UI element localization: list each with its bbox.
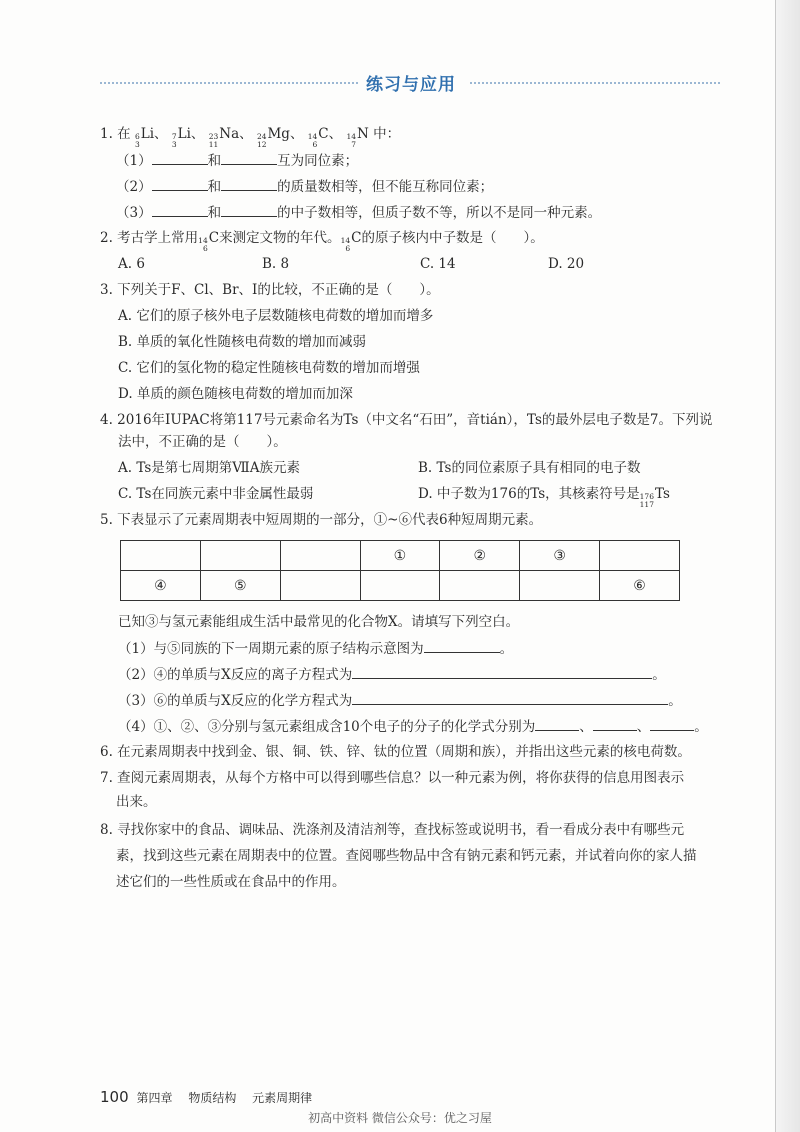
nuclide-na23: 23 11 Na (208, 126, 240, 149)
table-cell: ③ (520, 541, 600, 571)
table-cell (121, 541, 201, 571)
table-cell (360, 571, 440, 601)
answer-blank[interactable] (221, 150, 277, 165)
q4-option-a[interactable]: A. Ts是第七周期第ⅦA族元素 (118, 460, 300, 476)
q3-stem: 3. 下列关于F、Cl、Br、I的比较，不正确的是（ ）。 (100, 282, 440, 298)
q2-option-d[interactable]: D. 20 (548, 256, 585, 272)
q8-line3: 述它们的一些性质或在食品中的作用。 (116, 874, 346, 890)
nuclide-c14: 14 6 C (307, 126, 329, 149)
table-cell: ④ (121, 571, 201, 601)
page-edge (776, 0, 800, 1132)
table-cell: ① (360, 541, 440, 571)
q7-line2: 出来。 (116, 794, 157, 810)
answer-blank[interactable] (152, 176, 208, 191)
q1-sub2: （2） 和 的质量数相等，但不能互称同位素； (116, 176, 493, 197)
q8-line2: 素，找到这些元素在周期表中的位置。查阅哪些物品中含有钠元素和钙元素，并试着向你的家人描 (116, 848, 697, 864)
watermark-text: 初高中资料 微信公众号：优之习屋 (308, 1111, 492, 1125)
nuclide-c14: 14 6 C (198, 230, 220, 253)
nuclide-n14: 14 7 N (346, 126, 369, 149)
answer-blank[interactable] (535, 716, 579, 731)
q1-sub3: （3） 和 的中子数相等，但质子数不等，所以不是同一种元素。 (116, 202, 601, 223)
table-cell: ⑤ (200, 571, 280, 601)
answer-blank[interactable] (352, 690, 668, 705)
table-cell (440, 571, 520, 601)
table-cell (280, 571, 360, 601)
q5-sub2: （2）④的单质与X反应的离子方程式为 。 (118, 664, 666, 685)
nuclide-mg24: 24 12 Mg (256, 126, 290, 149)
section-title: 练习与应用 (366, 75, 456, 95)
answer-blank[interactable] (593, 716, 637, 731)
table-cell: ⑥ (600, 571, 680, 601)
q2-option-c[interactable]: C. 14 (420, 256, 456, 272)
table-cell (600, 541, 680, 571)
table-cell (280, 541, 360, 571)
q3-option-b[interactable]: B. 单质的氧化性随核电荷数的增加而减弱 (118, 334, 367, 350)
q4-option-c[interactable]: C. Ts在同族元素中非金属性最弱 (118, 486, 314, 502)
q1-sub1: （1） 和 互为同位素； (116, 150, 358, 171)
nuclide-li6: 6 3 Li (134, 126, 155, 149)
header-dotted-rule-left (100, 82, 358, 84)
q5-sub3: （3）⑥的单质与X反应的化学方程式为 。 (118, 690, 682, 711)
q7-line1: 7. 查阅元素周期表，从每个方格中可以得到哪些信息？以一种元素为例，将你获得的信息用图表示 (100, 770, 685, 786)
q4-option-d[interactable]: D. 中子数为176的Ts，其核素符号是 176 117 Ts (418, 486, 670, 509)
answer-blank[interactable] (650, 716, 694, 731)
answer-blank[interactable] (221, 202, 277, 217)
nuclide-li7: 7 3 Li (171, 126, 191, 149)
footer-chapter: 第四章 (136, 1091, 173, 1105)
q5-intro: 已知③与氢元素能组成生活中最常见的化合物X。请填写下列空白。 (118, 614, 520, 630)
periodic-table-fragment (120, 540, 680, 601)
answer-blank[interactable] (352, 664, 652, 679)
q5-sub1: （1）与⑤同族的下一周期元素的原子结构示意图为 。 (118, 638, 513, 659)
q8-line1: 8. 寻找你家中的食品、调味品、洗涤剂及清洁剂等，查找标签或说明书，看一看成分表中有哪些元 (100, 822, 685, 838)
q4-option-b[interactable]: B. Ts的同位素原子具有相同的电子数 (418, 460, 641, 476)
table-cell (520, 571, 600, 601)
answer-blank[interactable] (221, 176, 277, 191)
table-row (121, 571, 680, 601)
q3-option-a[interactable]: A. 它们的原子核外电子层数随核电荷数的增加而增多 (118, 308, 434, 324)
footer-topic: 元素周期律 (252, 1091, 313, 1105)
q5-stem: 5. 下表显示了元素周期表中短周期的一部分，①~⑥代表6种短周期元素。 (100, 512, 543, 528)
answer-blank[interactable] (424, 638, 500, 653)
table-cell: ② (440, 541, 520, 571)
answer-blank[interactable] (152, 150, 208, 165)
table-row (121, 541, 680, 571)
q4-stem-line2: 法中，不正确的是（ ）。 (118, 434, 287, 450)
nuclide-c14: 14 6 C (340, 230, 362, 253)
q2-option-b[interactable]: B. 8 (262, 256, 290, 272)
q1-stem-prefix: 1. 在 (100, 126, 131, 142)
footer-topic: 物质结构 (188, 1091, 237, 1105)
section-header (100, 70, 720, 96)
q4-stem-line1: 4. 2016年IUPAC将第117号元素命名为Ts（中文名“石田”，音tián），Ts的最外层电子数是7。下列说 (100, 412, 713, 428)
q2-option-a[interactable]: A. 6 (118, 256, 145, 272)
page-number: 100 (100, 1088, 129, 1106)
q3-option-d[interactable]: D. 单质的颜色随核电荷数的增加而加深 (118, 386, 353, 402)
q2-stem: 2. 考古学上常用 14 6 C 来测定文物的年代。 14 6 C 的原子核内中子数是（ ）。 (100, 230, 544, 253)
header-dotted-rule-right (470, 82, 720, 84)
q5-sub4: （4）①、②、③分别与氢元素组成含10个电子的分子的化学式分别为 、 、 。 (118, 716, 708, 737)
q3-option-c[interactable]: C. 它们的氢化物的稳定性随核电荷数的增加而增强 (118, 360, 420, 376)
nuclide-ts176: 176 117 Ts (639, 486, 670, 509)
table-cell (200, 541, 280, 571)
q6-text: 6. 在元素周期表中找到金、银、铜、铁、锌、钛的位置（周期和族），并指出这些元素的核电荷数。 (100, 744, 691, 760)
page-footer (100, 1088, 312, 1106)
q1-stem: 1. 在 6 3 Li 、 7 3 Li 、 23 11 Na 、 24 12 Mg 、 14 6 C 、 14 7 N 中： (100, 126, 401, 149)
answer-blank[interactable] (152, 202, 208, 217)
